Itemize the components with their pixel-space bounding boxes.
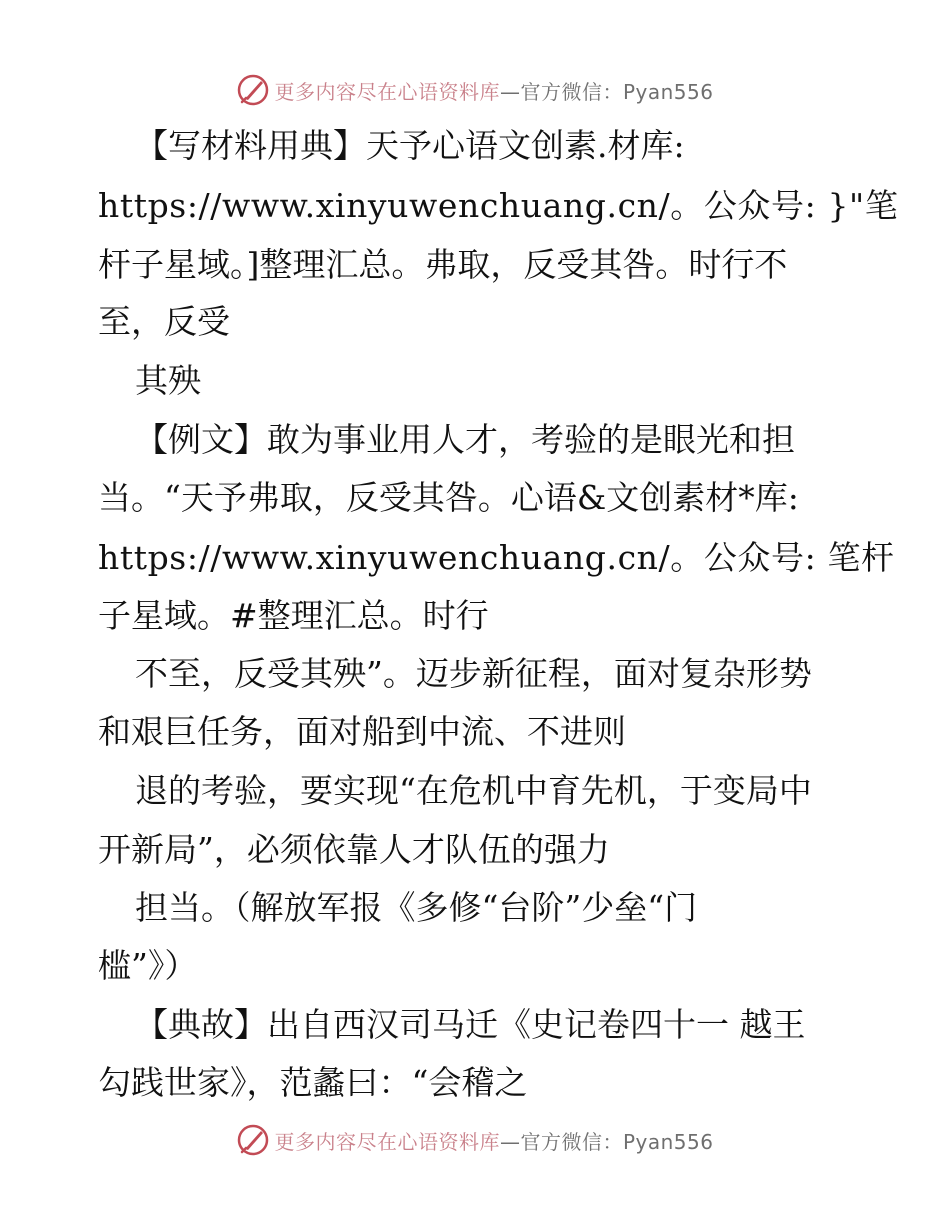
body-line: 当。“天予弗取，反受其咎。心语&文创素材*库: [98,478,799,517]
watermark-contact: —官方微信：Pyan556 [499,1129,714,1154]
body-line: 不至，反受其殃”。迈步新征程，面对复杂形势 [135,654,812,693]
body-line: 杆子星域。]整理汇总。弗取，反受其咎。时行不 [98,245,788,284]
body-line: 子星域。#整理汇总。时行 [98,596,489,635]
body-line: 担当。（解放军报《多修“台阶”少垒“门 [135,888,698,927]
watermark-text [274,76,713,105]
watermark-contact: —官方微信：Pyan556 [499,79,714,104]
body-line: 槛”》） [98,946,198,985]
watermark-lead: 更多内容尽在心语资料库 [274,79,500,104]
watermark-lead: 更多内容尽在心语资料库 [274,1129,500,1154]
body-line: 和艰巨任务，面对船到中流、不进则 [98,712,626,751]
body-line: https://www.xinyuwenchuang.cn/。公众号: 笔杆 [98,538,895,577]
watermark-text [274,1126,713,1155]
body-line: 开新局”，必须依靠人才队伍的强力 [98,830,610,869]
header-watermark [0,72,950,108]
quill-logo-icon [236,73,270,107]
body-line: 【典故】出自西汉司马迁《史记卷四十一 越王 [135,1005,806,1044]
body-line: 至，反受 [98,302,230,341]
body-line: 【写材料用典】天予心语文创素.材库: [135,126,685,165]
footer-watermark [0,1122,950,1158]
quill-logo-icon [236,1123,270,1157]
body-line: 勾践世家》，范蠡曰：“会稽之 [98,1063,528,1102]
body-line: 退的考验，要实现“在危机中育先机，于变局中 [135,771,812,810]
body-line: https://www.xinyuwenchuang.cn/。公众号: }"笔 [98,186,899,225]
body-line: 【例文】敢为事业用人才，考验的是眼光和担 [135,420,795,459]
body-line: 其殃 [135,361,201,400]
